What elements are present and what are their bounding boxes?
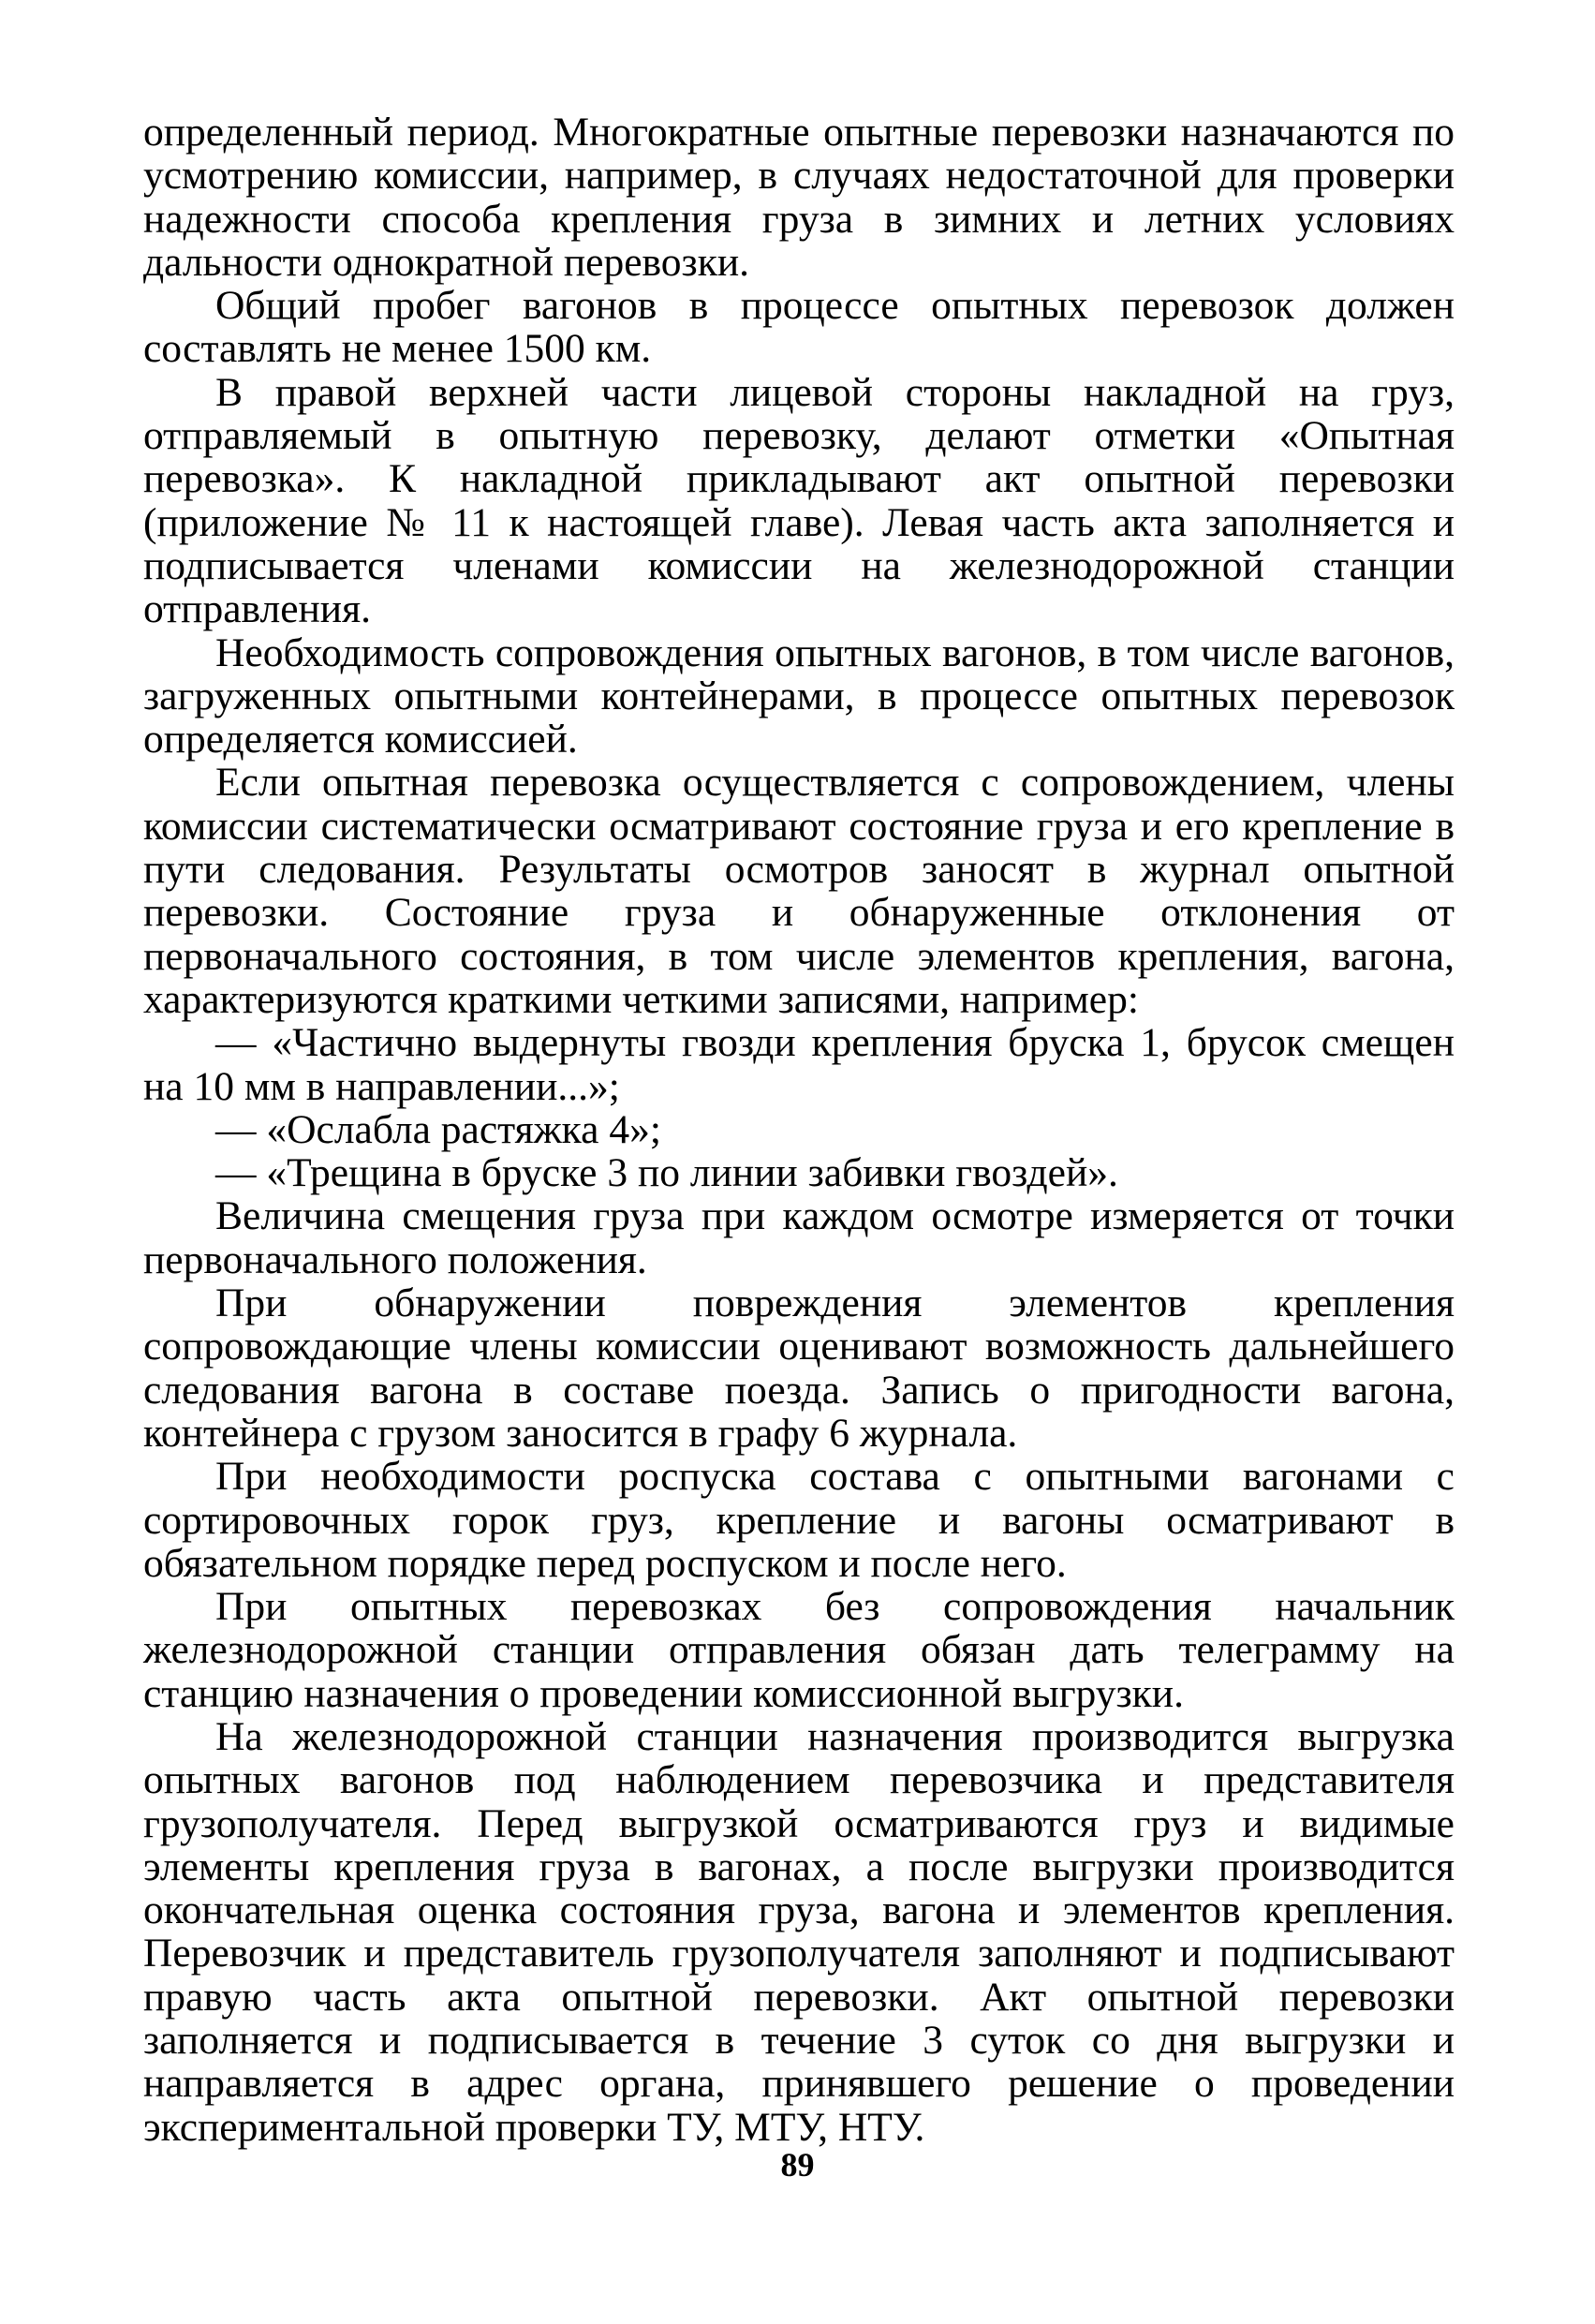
- list-item-3: — «Трещина в бруске 3 по линии забивки гвоздей».: [215, 1150, 1118, 1196]
- paragraph-3: В правой верхней части лицевой стороны накладной на груз, отправляемый в опытную перевозку, делают отметки «Опытная перевозка». К накладной прикладывают акт опытной перевозки (приложение № 11 к настоящей главе). Левая часть акта заполняется и подписывается членами комиссии на железнодорожной станции отправления.: [143, 369, 1455, 632]
- paragraph-4: Необходимость сопровождения опытных вагонов, в том числе вагонов, загруженных опытными контейнерами, в процессе опытных перевозок определяется комиссией.: [143, 629, 1455, 762]
- page-number: 89: [780, 2146, 815, 2183]
- paragraph-1: определенный период. Многократные опытные перевозки назначаются по усмотрению комиссии, например, в случаях недостаточной для проверки надежности способа крепления груза в зимних и летних условиях дальности однократной перевозки.: [143, 110, 1455, 285]
- paragraph-5: Если опытная перевозка осуществляется с сопровождением, члены комиссии систематически осматривают состояние груза и его крепление в пути следования. Результаты осмотров заносят в журнал опытной перевозки. Состояние груза и обнаруженные отклонения от первоначального состояния, в том числе элементов крепления, вагона, характеризуются краткими четкими записями, например:: [143, 760, 1455, 1022]
- list-item-2: — «Ослабла растяжка 4»;: [215, 1106, 661, 1152]
- paragraph-2: Общий пробег вагонов в процессе опытных перевозок должен составлять не менее 1500 км.: [143, 283, 1455, 372]
- list-item-1: — «Частично выдернуты гвозди крепления бруска 1, брусок смещен на 10 мм в направлении...»;: [143, 1020, 1455, 1109]
- paragraph-10: На железнодорожной станции назначения производится выгрузка опытных вагонов под наблюдением перевозчика и представителя грузополучателя. Перед выгрузкой осматриваются груз и видимые элементы крепления груза в вагонах, а после выгрузки производится окончательная оценка состояния груза, вагона и элементов крепления. Перевозчик и представитель грузополучателя заполняют и подписывают правую часть акта опытной перевозки. Акт опытной перевозки заполняется и подписывается в течение 3 суток со дня выгрузки и направляется в адрес органа, принявшего решение о проведении экспериментальной проверки ТУ, МТУ, НТУ.: [143, 1713, 1455, 2150]
- page-body: [143, 111, 1455, 2149]
- paragraph-8: При необходимости роспуска состава с опытными вагонами с сортировочных горок груз, крепление и вагоны осматривают в обязательном порядке перед роспуском и после него.: [143, 1454, 1455, 1586]
- paragraph-6: Величина смещения груза при каждом осмотре измеряется от точки первоначального положения.: [143, 1193, 1455, 1282]
- paragraph-7: При обнаружении повреждения элементов крепления сопровождающие члены комиссии оценивают возможность дальнейшего следования вагона в составе поезда. Запись о пригодности вагона, контейнера с грузом заносится в графу 6 журнала.: [143, 1280, 1455, 1456]
- paragraph-9: При опытных перевозках без сопровождения начальник железнодорожной станции отправления обязан дать телеграмму на станцию назначения о проведении комиссионной выгрузки.: [143, 1584, 1455, 1716]
